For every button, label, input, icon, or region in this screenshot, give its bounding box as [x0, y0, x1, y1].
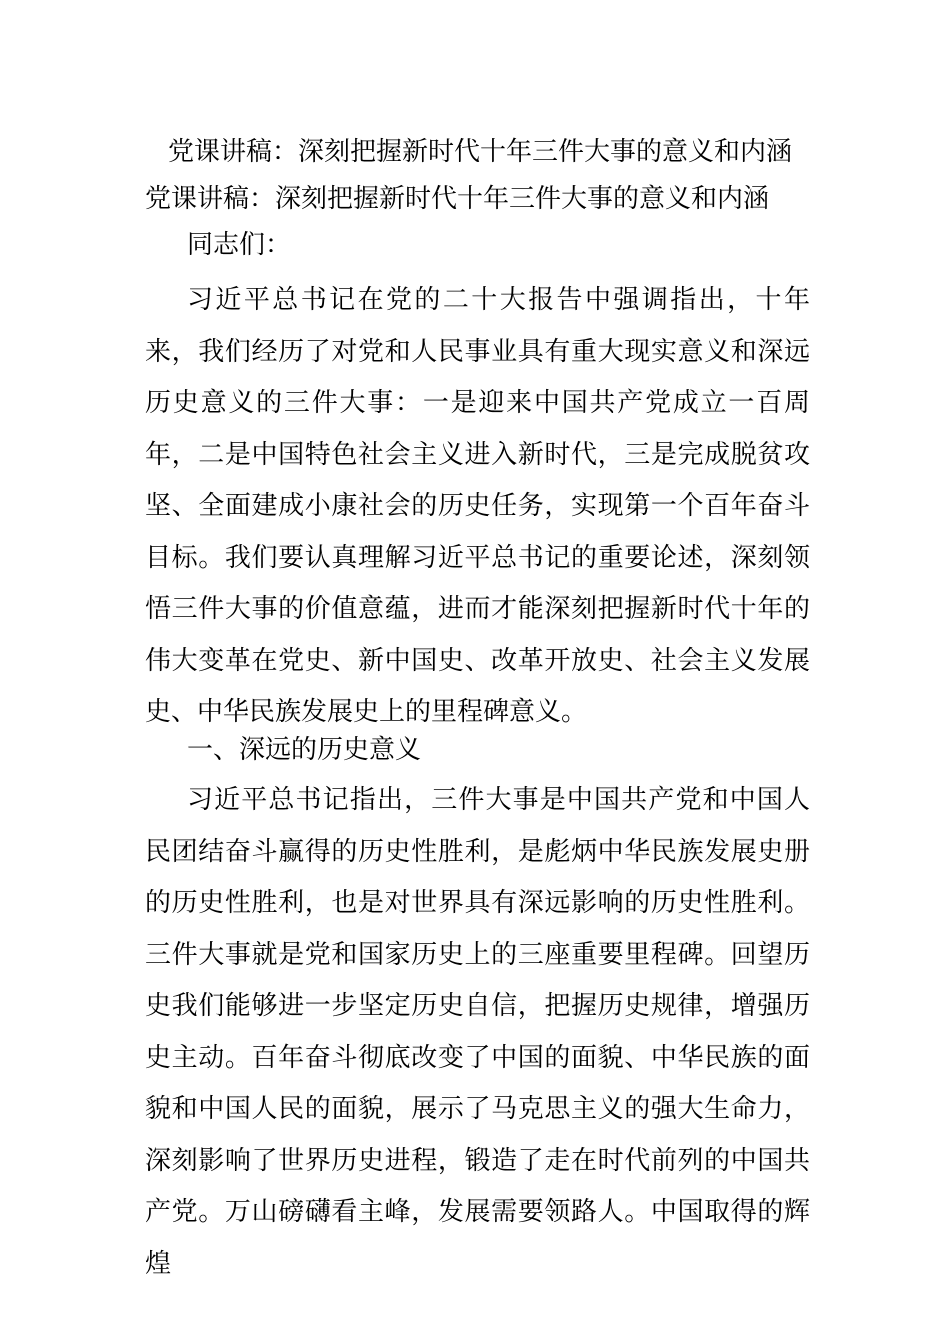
- document-title-repeat: 党课讲稿：深刻把握新时代十年三件大事的意义和内涵: [145, 184, 770, 214]
- paragraph-intro: 习近平总书记在党的二十大报告中强调指出，十年来，我们经历了对党和人民事业具有重大现实意义和深远历史意义的三件大事：一是迎来中国共产党成立一百周年，二是中国特色社会主义进入新时代，三是完成脱贫攻坚、全面建成小康社会的历史任务，实现第一个百年奋斗目标。我们要认真理解习近平总书记的重要论述，深刻领悟三件大事的价值意蕴，进而才能深刻把握新时代十年的伟大变革在党史、新中国史、改革开放史、社会主义发展史、中华民族发展史上的里程碑意义。: [145, 285, 810, 727]
- section-heading: 一、深远的历史意义: [187, 735, 422, 765]
- document-title: 党课讲稿：深刻把握新时代十年三件大事的意义和内涵: [168, 137, 793, 167]
- paragraph-history: 习近平总书记指出，三件大事是中国共产党和中国人民团结奋斗赢得的历史性胜利，是彪炳中华民族发展史册的历史性胜利，也是对世界具有深远影响的历史性胜利。三件大事就是党和国家历史上的三座重要里程碑。回望历史我们能够进一步坚定历史自信，把握历史规律，增强历史主动。百年奋斗彻底改变了中国的面貌、中华民族的面貌和中国人民的面貌，展示了马克思主义的强大生命力，深刻影响了世界历史进程，锻造了走在时代前列的中国共产党。万山磅礴看主峰，发展需要领路人。中国取得的辉煌: [145, 785, 810, 1279]
- greeting: 同志们：: [187, 230, 292, 260]
